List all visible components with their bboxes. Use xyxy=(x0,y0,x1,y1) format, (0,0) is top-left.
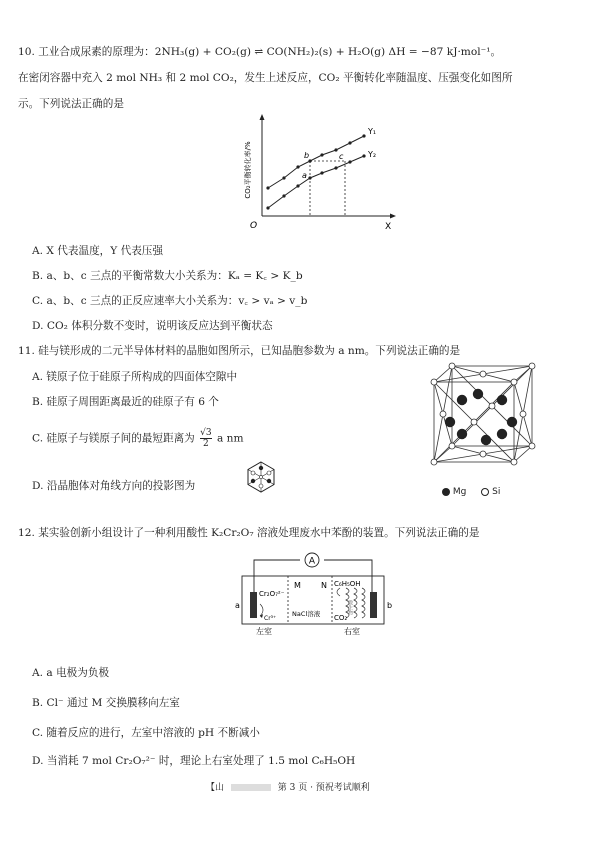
q12-ammeter: A xyxy=(308,556,316,567)
q11-option-c-unit: a nm xyxy=(217,432,244,445)
q11-fraction xyxy=(200,428,211,449)
q11-option-b: B. 硅原子周围距离最近的硅原子有 6 个 xyxy=(32,396,219,408)
q12-left-room: 左室 xyxy=(256,627,272,636)
q12-cr3: Cr³⁺ xyxy=(264,615,277,622)
q10-xlabel: X xyxy=(385,222,392,232)
q12-option-a: A. a 电极为负极 xyxy=(32,667,110,679)
q11-option-c-text: C. 硅原子与镁原子间的最短距离为 xyxy=(32,432,195,445)
q12-cell-device xyxy=(222,548,402,638)
q10-graph xyxy=(240,112,400,232)
footer-text: 第 3 页 · 预祝考试顺利 xyxy=(277,783,370,793)
q10-option-d: D. CO₂ 体积分数不变时，说明该反应达到平衡状态 xyxy=(32,320,273,332)
q10-point-a: a xyxy=(302,171,307,180)
q11-option-d: D. 沿晶胞体对角线方向的投影图为 xyxy=(32,480,196,492)
q10-point-b: b xyxy=(304,151,310,160)
footer-redacted xyxy=(231,784,271,791)
q12-bio: 微生物 xyxy=(347,600,353,615)
q10-stem-line3: 示。下列说法正确的是 xyxy=(18,98,124,110)
q10-ylabel: CO₂平衡转化率/% xyxy=(244,141,252,199)
footer xyxy=(206,780,370,793)
q11-stem: 11. 硅与镁形成的二元半导体材料的晶胞如图所示，已知晶胞参数为 a nm。下列说法正确的是 xyxy=(18,345,461,357)
si-legend-marker xyxy=(481,488,489,496)
q12-stem: 12. 某实验创新小组设计了一种利用酸性 K₂Cr₂O₇ 溶液处理废水中苯酚的装置。下列说法正确的是 xyxy=(18,527,480,539)
q12-electrode-a: a xyxy=(235,601,240,610)
q12-c6h5oh: C₆H₅OH xyxy=(334,580,361,588)
q12-right-room: 右室 xyxy=(344,627,360,636)
footer-left: 【山 xyxy=(206,783,225,793)
q10-origin: O xyxy=(250,221,258,231)
q11-projection-figure xyxy=(244,460,278,494)
q10-label-y2: Y₂ xyxy=(368,150,377,159)
q11-option-a: A. 镁原子位于硅原子所构成的四面体空隙中 xyxy=(32,371,238,383)
q12-option-b: B. Cl⁻ 通过 M 交换膜移向左室 xyxy=(32,697,180,709)
q12-nacl: NaCl溶液 xyxy=(292,610,321,618)
q10-option-c: C. a、b、c 三点的正反应速率大小关系为：v꜀ > vₐ > v_b xyxy=(32,295,308,307)
q12-option-d: D. 当消耗 7 mol Cr₂O₇²⁻ 时，理论上右室处理了 1.5 mol C₆H₅OH xyxy=(32,755,356,767)
q12-electrode-b: b xyxy=(387,601,393,610)
q10-stem-line1: 10. 工业合成尿素的原理为：2NH₃(g) + CO₂(g) ⇌ CO(NH₂)₂(s) + H₂O(g) ΔH = −87 kJ·mol⁻¹。 xyxy=(18,46,502,58)
q10-option-a: A. X 代表温度，Y 代表压强 xyxy=(32,245,163,257)
q11-legend xyxy=(442,487,500,497)
q10-option-b: B. a、b、c 三点的平衡常数大小关系为：Kₐ = K꜀ > K_b xyxy=(32,270,303,282)
q11-option-c xyxy=(32,428,244,449)
q11-crystal-cell xyxy=(426,360,541,475)
q12-option-c: C. 随着反应的进行，左室中溶液的 pH 不断减小 xyxy=(32,727,260,739)
q11-fraction-num: √3 xyxy=(200,428,212,438)
q10-label-y1: Y₁ xyxy=(368,127,377,136)
q12-membrane-m: M xyxy=(294,581,301,590)
q12-membrane-n: N xyxy=(321,581,327,590)
mg-legend-marker xyxy=(442,488,450,496)
q10-point-c: c xyxy=(339,152,344,161)
q12-cr2o7: Cr₂O₇²⁻ xyxy=(259,590,285,598)
q12-co2: CO₂ xyxy=(334,614,348,622)
q11-legend-si: Si xyxy=(492,487,501,497)
q11-fraction-den: 2 xyxy=(203,439,209,449)
q11-legend-mg: Mg xyxy=(452,487,467,497)
q10-stem-line2: 在密闭容器中充入 2 mol NH₃ 和 2 mol CO₂，发生上述反应，CO₂ 平衡转化率随温度、压强变化如图所 xyxy=(18,72,513,84)
